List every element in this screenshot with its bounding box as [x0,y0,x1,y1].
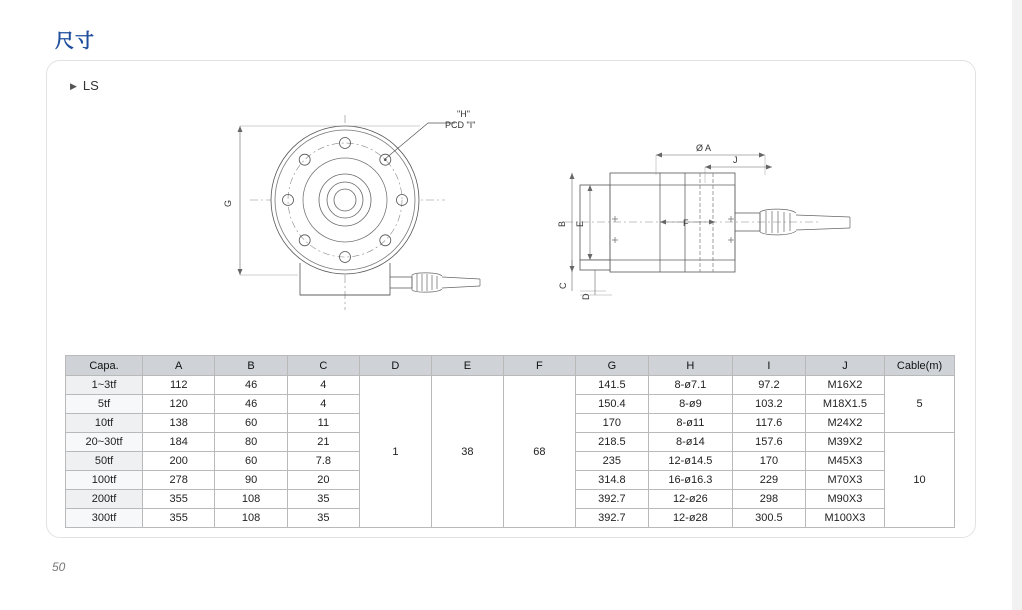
cell-capa: 200tf [66,490,143,509]
cell-g: 150.4 [575,395,648,414]
cell-c: 7.8 [287,452,359,471]
header-f: F [503,356,575,376]
cell-h: 12-ø28 [648,509,732,528]
g-label: G [223,199,233,207]
cell-cable-5: 5 [885,376,955,433]
page-title: 尺寸 [55,31,96,52]
cell-cable-10: 10 [885,433,955,528]
cell-c: 21 [287,433,359,452]
cell-c: 11 [287,414,359,433]
header-g: G [575,356,648,376]
cell-g: 170 [575,414,648,433]
cell-c: 4 [287,376,359,395]
dimensions-table [65,355,955,528]
cell-b: 80 [215,433,287,452]
cell-b: 108 [215,490,287,509]
pcd-label: PCD "I" [445,120,476,130]
table-header-row [66,356,955,376]
section-label [70,78,99,93]
cell-g: 235 [575,452,648,471]
cell-b: 90 [215,471,287,490]
header-c: C [287,356,359,376]
cell-h: 12-ø26 [648,490,732,509]
cell-capa: 10tf [66,414,143,433]
cell-capa: 50tf [66,452,143,471]
cell-a: 138 [143,414,215,433]
cell-a: 120 [143,395,215,414]
cell-capa: 1~3tf [66,376,143,395]
cell-h: 8-ø9 [648,395,732,414]
cell-j: M45X3 [805,452,884,471]
cell-i: 298 [733,490,806,509]
cell-g: 392.7 [575,509,648,528]
cell-a: 200 [143,452,215,471]
cell-j: M70X3 [805,471,884,490]
cell-i: 103.2 [733,395,806,414]
cell-h: 8-ø11 [648,414,732,433]
cell-i: 170 [733,452,806,471]
dia-a-label: Ø A [696,143,712,153]
cell-j: M24X2 [805,414,884,433]
cell-capa: 20~30tf [66,433,143,452]
cell-i: 97.2 [733,376,806,395]
page-number: 50 [52,560,66,574]
cell-capa: 100tf [66,471,143,490]
cell-b: 46 [215,395,287,414]
section-label-text: LS [82,78,99,93]
b-label: B [557,220,567,227]
cell-c: 20 [287,471,359,490]
header-e: E [431,356,503,376]
cell-b: 108 [215,509,287,528]
header-cable: Cable(m) [885,356,955,376]
cell-i: 229 [733,471,806,490]
triangle-right-icon: ▶ [70,81,77,91]
h-label: "H" [457,109,470,119]
page-right-edge [1012,0,1022,610]
header-d: D [359,356,431,376]
cell-e-merged: 38 [431,376,503,528]
cell-h: 8-ø14 [648,433,732,452]
header-b: B [215,356,287,376]
cell-j: M16X2 [805,376,884,395]
cell-i: 157.6 [733,433,806,452]
d-label: D [581,293,591,300]
cell-h: 12-ø14.5 [648,452,732,471]
cell-j: M100X3 [805,509,884,528]
cell-capa: 300tf [66,509,143,528]
header-a: A [143,356,215,376]
cell-a: 278 [143,471,215,490]
header-capa: Capa. [66,356,143,376]
cell-h: 8-ø7.1 [648,376,732,395]
header-i: I [733,356,806,376]
cell-b: 60 [215,414,287,433]
cell-c: 35 [287,509,359,528]
cell-a: 355 [143,490,215,509]
header-j: J [805,356,884,376]
cell-j: M18X1.5 [805,395,884,414]
cell-g: 218.5 [575,433,648,452]
cell-a: 355 [143,509,215,528]
cell-i: 300.5 [733,509,806,528]
cell-i: 117.6 [733,414,806,433]
e-label: E [575,220,585,227]
drawing-svg [60,95,960,345]
header-h: H [648,356,732,376]
c-label: C [558,282,568,289]
cell-capa: 5tf [66,395,143,414]
cell-c: 4 [287,395,359,414]
cell-b: 46 [215,376,287,395]
cell-j: M90X3 [805,490,884,509]
cell-c: 35 [287,490,359,509]
cell-h: 16-ø16.3 [648,471,732,490]
cell-j: M39X2 [805,433,884,452]
cell-a: 112 [143,376,215,395]
cell-g: 392.7 [575,490,648,509]
cell-g: 141.5 [575,376,648,395]
table-row [66,376,955,395]
cell-a: 184 [143,433,215,452]
cell-g: 314.8 [575,471,648,490]
cell-b: 60 [215,452,287,471]
cell-f-merged: 68 [503,376,575,528]
f-label: F [683,218,689,228]
cell-d-merged: 1 [359,376,431,528]
load-cell-drawing [60,95,960,345]
j-label: J [733,155,738,165]
